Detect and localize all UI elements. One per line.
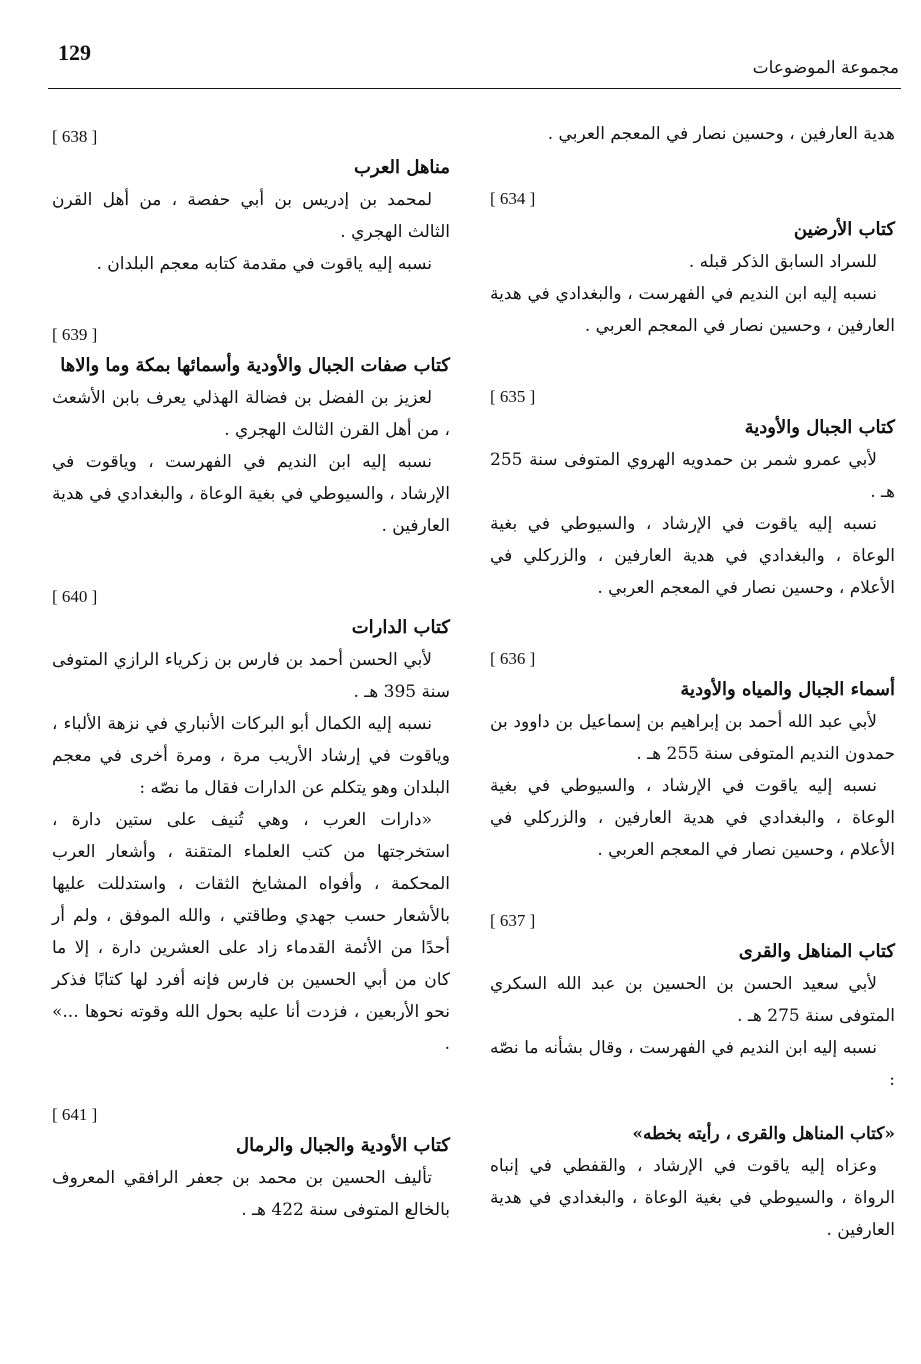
entry-number: [ 634 ] bbox=[490, 189, 536, 208]
entry-number: [ 638 ] bbox=[52, 127, 98, 146]
entry-number: [ 635 ] bbox=[490, 387, 536, 406]
paragraph: نسبه إليه ياقوت في الإرشاد ، والسيوطي في بغية الوعاة ، والبغدادي في هدية العارفين ، والزركلي في الأعلام ، وحسين نصار في المعجم العربي . bbox=[490, 514, 895, 598]
paragraph: نسبه إليه ابن النديم في الفهرست ، وياقوت في الإرشاد ، والسيوطي في بغية الوعاة ، والبغدادي في هدية العارفين . bbox=[52, 452, 450, 536]
paragraph: وعزاه إليه ياقوت في الإرشاد ، والقفطي في إنباه الرواة ، والسيوطي في بغية الوعاة ، والبغدادي في هدية العارفين . bbox=[490, 1156, 895, 1240]
paragraph: نسبه إليه ياقوت في الإرشاد ، والسيوطي في بغية الوعاة ، والبغدادي في هدية العارفين ، والزركلي في الأعلام ، وحسين نصار في المعجم العربي . bbox=[490, 776, 895, 860]
paragraph: هدية العارفين ، وحسين نصار في المعجم العربي . bbox=[547, 124, 895, 144]
entry-637 bbox=[490, 906, 895, 1246]
entry-title: أسماء الجبال والمياه والأودية bbox=[680, 679, 895, 700]
entry-number: [ 639 ] bbox=[52, 325, 98, 344]
entry-title: كتاب الجبال والأودية bbox=[744, 417, 895, 438]
quoted-paragraph: «دارات العرب ، وهي تُنيف على ستين دارة ، استخرجتها من كتب العلماء المتقنة ، وأشعار العرب المحكمة ، وأفواه المشايخ الثقات ، واستدللت عليها بالأشعار حسب جهدي وطاقتي ، والله الموفق ، ولم أر أحدًا من الأئمة القدماء زاد على العشرين دارة ، إلا ما كان من أبي الحسين بن فارس فإنه أفرد لها كتابًا فذكر نحو الأربعين ، فزدت أنا عليه بحول الله وقوته نحوها ...» . bbox=[52, 810, 450, 1054]
paragraph: للسراد السابق الذكر قبله . bbox=[688, 252, 877, 272]
entry-title: كتاب الأرضين bbox=[793, 219, 895, 240]
entry-636 bbox=[490, 644, 895, 866]
paragraph: نسبه إليه الكمال أبو البركات الأنباري في نزهة الألباء ، وياقوت في إرشاد الأريب مرة ، ومرة أخرى في معجم البلدان وهو يتكلم عن الدارات فقال ما نصّه : bbox=[52, 714, 450, 798]
entry-number: [ 636 ] bbox=[490, 649, 536, 668]
header-rule bbox=[48, 88, 901, 89]
paragraph: نسبه إليه ابن النديم في الفهرست ، والبغدادي في هدية العارفين ، وحسين نصار في المعجم العربي . bbox=[490, 284, 895, 336]
entry-title: كتاب صفات الجبال والأودية وأسمائها بمكة وما والاها bbox=[60, 355, 450, 376]
entry-number: [ 637 ] bbox=[490, 911, 536, 930]
paragraph: لأبي الحسن أحمد بن فارس بن زكرياء الرازي المتوفى سنة 395 هـ . bbox=[52, 650, 450, 702]
paragraph: لأبي عمرو شمر بن حمدويه الهروي المتوفى سنة 255 هـ . bbox=[490, 450, 895, 502]
entry-634 bbox=[490, 184, 895, 342]
entry-title: كتاب الدارات bbox=[351, 617, 450, 638]
paragraph: لأبي سعيد الحسن بن الحسين بن عبد الله السكري المتوفى سنة 275 هـ . bbox=[490, 974, 895, 1026]
entry-title: مناهل العرب bbox=[354, 157, 450, 178]
entry-number: [ 641 ] bbox=[52, 1105, 98, 1124]
entry-635 bbox=[490, 382, 895, 604]
paragraph: تأليف الحسين بن محمد بن جعفر الرافقي المعروف بالخالع المتوفى سنة 422 هـ . bbox=[52, 1168, 450, 1220]
right-column bbox=[490, 118, 895, 1286]
continued-text bbox=[490, 118, 895, 150]
page-number: 129 bbox=[58, 40, 91, 65]
running-header: مجموعة الموضوعات bbox=[752, 58, 899, 78]
quoted-title: «كتاب المناهل والقرى ، رأيته بخطه» bbox=[632, 1124, 895, 1144]
paragraph: نسبه إليه ياقوت في مقدمة كتابه معجم البلدان . bbox=[96, 254, 432, 274]
paragraph: لعزيز بن الفضل بن فضالة الهذلي يعرف بابن الأشعث ، من أهل القرن الثالث الهجري . bbox=[52, 388, 450, 440]
left-column bbox=[52, 122, 450, 1266]
paragraph: نسبه إليه ابن النديم في الفهرست ، وقال بشأنه ما نصّه : bbox=[490, 1038, 895, 1090]
entry-title: كتاب المناهل والقرى bbox=[738, 941, 895, 962]
entry-title: كتاب الأودية والجبال والرمال bbox=[236, 1135, 450, 1156]
entry-number: [ 640 ] bbox=[52, 587, 98, 606]
paragraph: لأبي عبد الله أحمد بن إبراهيم بن إسماعيل بن داوود بن حمدون النديم المتوفى سنة 255 هـ . bbox=[490, 712, 895, 764]
paragraph: لمحمد بن إدريس بن أبي حفصة ، من أهل القرن الثالث الهجري . bbox=[52, 190, 450, 242]
entry-638 bbox=[52, 122, 450, 280]
entry-639 bbox=[52, 320, 450, 542]
entry-641 bbox=[52, 1100, 450, 1226]
entry-640 bbox=[52, 582, 450, 1060]
